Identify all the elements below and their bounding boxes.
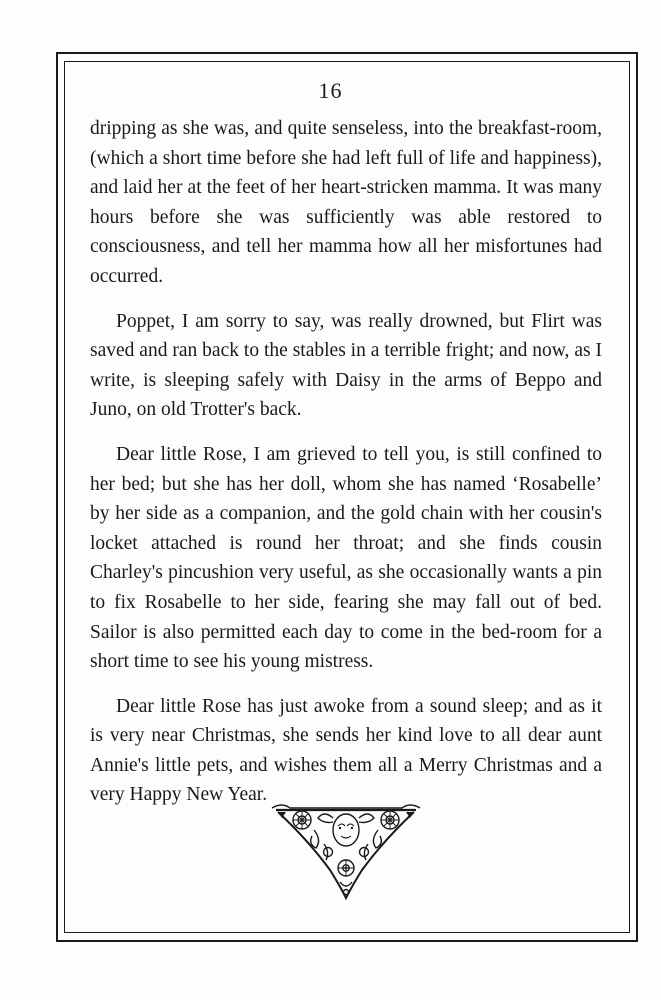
paragraph-3: Dear little Rose, I am grieved to tell you, is still confined to her bed; but she has her doll, whom she has named ‘Rosabelle’ by her side as a companion, and the gold chain with her cousin's locket attached is round her throat; and she finds cousin Charley's pincushion very useful, as she occasionally wants a pin to fix Rosabelle to her side, fearing she may fall out of bed. Sailor is also permitted each day to come in the bed-room for a short time to see his young mistress.	[90, 443, 602, 673]
paragraph-4: Dear little Rose has just awoke from a sound sleep; and as it is very near Christmas, she sends her kind love to all dear aunt Annie's little pets, and wishes them all a Merry Christmas and a very Happy New Year.	[90, 695, 602, 806]
page-number: 16	[318, 78, 343, 103]
floral-tailpiece-ornament-icon	[268, 800, 424, 902]
paragraph-2: Poppet, I am sorry to say, was really drowned, but Flirt was saved and ran back to the stables in a terrible fright; and now, as I write, is sleeping safely with Daisy in the arms of Beppo and Juno, on old Trotter's back.	[90, 310, 602, 421]
paragraph-1: dripping as she was, and quite senseless, into the breakfast-room, (which a short time before she had left full of life and happiness), and laid her at the feet of her heart-stricken mamma. It was many hours before she was sufficiently was able restored to consciousness, and tell her mamma how all her misfortunes had occurred.	[90, 118, 602, 287]
body-text	[90, 114, 602, 825]
